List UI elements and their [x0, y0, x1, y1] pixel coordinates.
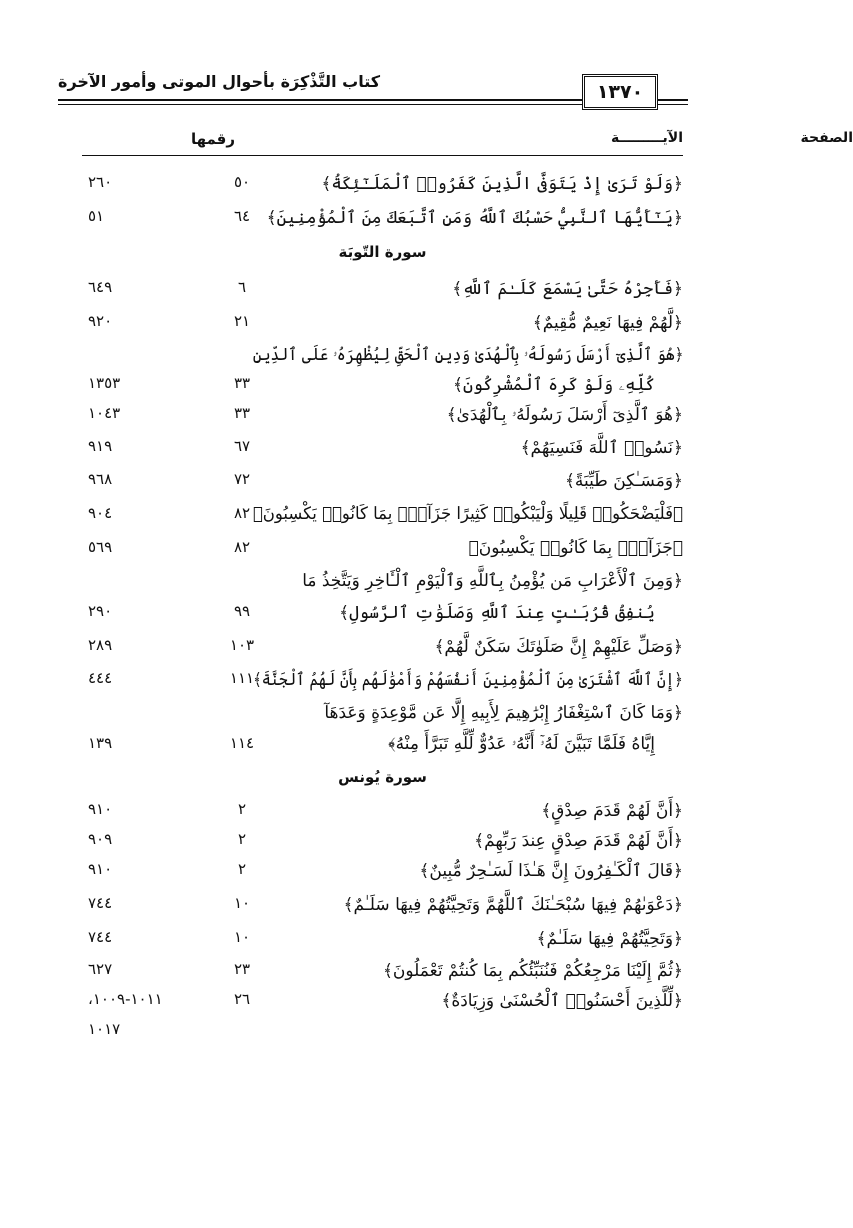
verse-text: ﴿هُوَ ٱلَّذِىٓ أَرْسَلَ رَسُولَهُۥ بِٱلْهُدَىٰ﴾: [446, 405, 683, 425]
verse-number: ٥٠: [233, 173, 251, 191]
page-ref: ٦٤٩: [88, 278, 113, 296]
verse-number: ٢٦: [233, 990, 251, 1008]
page-ref: ٩١٠: [88, 800, 113, 818]
verse-number: ١٠٣: [229, 636, 255, 654]
verse-text-continuation: يُنفِقُ قُرُبَـٰتٍ عِندَ ٱللَّهِ وَصَلَوَٰتِ ٱلرَّسُولِ﴾: [339, 603, 655, 623]
verse-number: ٣٣: [233, 404, 251, 422]
verse-text: ﴿جَزَآءًۢ بِمَا كَانُوا۟ يَكْسِبُونَ﴾: [468, 538, 683, 558]
verse-text: ﴿قَالَ ٱلْكَـٰفِرُونَ إِنَّ هَـٰذَا لَسَـٰحِرٌ مُّبِينٌ﴾: [419, 861, 683, 881]
page-ref: ٤٤٤: [88, 669, 113, 687]
verse-number: ٨٢: [233, 538, 251, 556]
page-ref: ٢٩٠: [88, 602, 113, 620]
verse-text-continuation: كُلِّهِۦ وَلَوْ كَرِهَ ٱلْمُشْرِكُونَ﴾: [453, 375, 655, 395]
verse-number: ٨٢: [233, 504, 251, 522]
column-header-page: الصفحة: [800, 130, 853, 146]
page-ref: ٢٨٩: [88, 636, 113, 654]
column-header-rule: [82, 155, 683, 156]
page-ref: ١٣٩: [88, 734, 113, 752]
verse-text: ﴿وَصَلِّ عَلَيْهِمْ إِنَّ صَلَوٰتَكَ سَكَنٌ لَّهُمْ﴾: [434, 637, 683, 657]
verse-text: ﴿نَسُوا۟ ٱللَّهَ فَنَسِيَهُمْ﴾: [520, 438, 683, 458]
verse-number: ٢١: [233, 312, 251, 330]
verse-text: ﴿لِّلَّذِينَ أَحْسَنُوا۟ ٱلْحُسْنَىٰ وَزِيَادَةٌ﴾: [441, 991, 683, 1011]
verse-text: ﴿أَنَّ لَهُمْ قَدَمَ صِدْقٍ عِندَ رَبِّهِمْ﴾: [474, 831, 683, 851]
surah-heading: سورة يُونس: [338, 768, 427, 786]
verse-number: ٢: [237, 830, 247, 848]
verse-number: ٣٣: [233, 374, 251, 392]
verse-text: ﴿إِنَّ ٱللَّهَ ٱشْتَرَىٰ مِنَ ٱلْمُؤْمِنِينَ أَنفُسَهُمْ وَأَمْوَٰلَهُم بِأَنَّ لَهُمُ ٱلْجَنَّةَ﴾: [253, 670, 683, 690]
page-ref: ٩٦٨: [88, 470, 113, 488]
page-ref: ٩٠٤: [88, 504, 113, 522]
page-ref: ١٣٥٣: [88, 374, 121, 392]
verse-text: ﴿لَّهُمْ فِيهَا نَعِيمٌ مُّقِيمٌ﴾: [532, 313, 683, 333]
verse-number: ٦٧: [233, 437, 251, 455]
page-ref: ٧٤٤: [88, 894, 113, 912]
book-title: كتاب التَّذْكِرَة بأحوال الموتى وأمور الآخرة: [58, 72, 381, 91]
verse-number: ٢: [237, 860, 247, 878]
verse-text: ﴿فَلْيَضْحَكُوا۟ قَلِيلًا وَلْيَبْكُوا۟ كَثِيرًا جَزَآءًۢ بِمَا كَانُوا۟ يَكْسِبُونَ﴾: [252, 504, 683, 524]
page-number: ١٣٧٠: [582, 74, 658, 110]
verse-text: ﴿فَأَجِرْهُ حَتَّىٰ يَسْمَعَ كَلَـٰمَ ٱللَّهِ﴾: [452, 279, 683, 299]
page-ref: ١٠٤٣: [88, 404, 121, 422]
verse-number: ١١٤: [229, 734, 255, 752]
column-header-number: رقمها: [190, 130, 235, 148]
column-header-ayah: الآيـــــــــة: [610, 130, 683, 146]
verse-number: ١١١: [229, 669, 255, 687]
verse-number: ٦: [237, 278, 247, 296]
surah-heading: سورة التّوبَة: [338, 243, 427, 261]
verse-number: ٢٣: [233, 960, 251, 978]
page-header: [58, 66, 688, 116]
page-ref: ٢٦٠: [88, 173, 113, 191]
verse-number: ٦٤: [233, 207, 251, 225]
verse-text-continuation: إِيَّاهُ فَلَمَّا تَبَيَّنَ لَهُۥٓ أَنَّهُۥ عَدُوٌّ لِّلَّهِ تَبَرَّأَ مِنْهُ﴾: [388, 734, 655, 754]
page-ref: ٩٢٠: [88, 312, 113, 330]
verse-number: ٩٩: [233, 602, 251, 620]
page-ref: ١٠١٧: [88, 1020, 121, 1038]
verse-text: ﴿دَعْوَىٰهُمْ فِيهَا سُبْحَـٰنَكَ ٱللَّهُمَّ وَتَحِيَّتُهُمْ فِيهَا سَلَـٰمٌ﴾: [343, 895, 683, 915]
page-ref: ٥١: [88, 207, 105, 225]
verse-text: ﴿وَمَا كَانَ ٱسْتِغْفَارُ إِبْرَٰهِيمَ لِأَبِيهِ إِلَّا عَن مَّوْعِدَةٍ وَعَدَهَآ: [324, 703, 683, 723]
page-ref: ٩١٠: [88, 860, 113, 878]
verse-text: ﴿يَـٰٓأَيُّهَا ٱلنَّبِيُّ حَسْبُكَ ٱللَّهُ وَمَنِ ٱتَّبَعَكَ مِنَ ٱلْمُؤْمِنِينَ﴾: [266, 208, 683, 228]
verse-text: ﴿وَمَسَـٰكِنَ طَيِّبَةً﴾: [564, 471, 683, 491]
verse-number: ٢: [237, 800, 247, 818]
verse-number: ١٠: [233, 928, 251, 946]
verse-text: ﴿وَمِنَ ٱلْأَعْرَابِ مَن يُؤْمِنُ بِٱللَّهِ وَٱلْيَوْمِ ٱلْـَٔاخِرِ وَيَتَّخِذُ مَا: [302, 571, 683, 591]
page-ref: ٥٦٩: [88, 538, 113, 556]
page-ref: ١٠١١-١٠٠٩،: [88, 990, 163, 1008]
verse-text: ﴿وَلَوْ تَرَىٰ إِذْ يَتَوَفَّى الَّذِينَ كَفَرُوا۟ ٱلْمَلَـٰٓئِكَةُ﴾: [321, 174, 683, 194]
page-ref: ٦٢٧: [88, 960, 113, 978]
verse-text: ﴿ثُمَّ إِلَيْنَا مَرْجِعُكُمْ فَنُنَبِّئُكُم بِمَا كُنتُمْ تَعْمَلُونَ﴾: [382, 961, 683, 981]
page-ref: ٩٠٩: [88, 830, 113, 848]
verse-number: ٧٢: [233, 470, 251, 488]
page-ref: ٩١٩: [88, 437, 113, 455]
verse-text: ﴿وَتَحِيَّتُهُمْ فِيهَا سَلَـٰمٌ﴾: [536, 929, 683, 949]
verse-number: ١٠: [233, 894, 251, 912]
verse-text: ﴿أَنَّ لَهُمْ قَدَمَ صِدْقٍ﴾: [541, 801, 683, 821]
verse-text: ﴿هُوَ ٱلَّذِىٓ أَرْسَلَ رَسُولَهُۥ بِٱلْهُدَىٰ وَدِينِ ٱلْحَقِّ لِيُظْهِرَهُۥ عَلَى ٱلدِّينِ: [252, 345, 683, 365]
page-ref: ٧٤٤: [88, 928, 113, 946]
